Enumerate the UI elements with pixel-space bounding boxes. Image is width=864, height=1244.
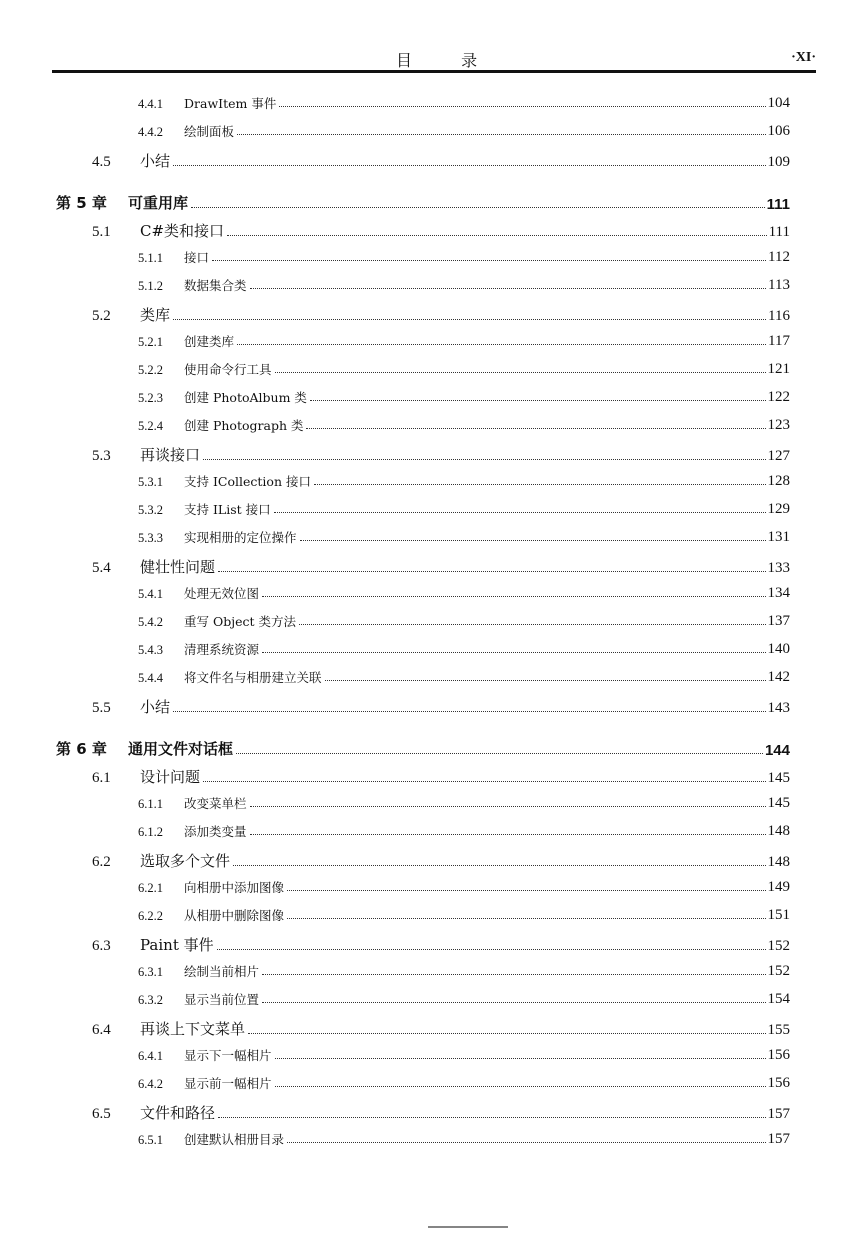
toc-entry-page: 134 — [767, 585, 790, 601]
toc-entry-number: 5.4.4 — [138, 671, 163, 685]
toc-entry-page: 133 — [767, 560, 790, 576]
toc-entry-number: 5.1.1 — [138, 251, 163, 265]
toc-entry-title: 支持 ICollection 接口 — [184, 474, 311, 489]
toc-entry-title: 选取多个文件 — [140, 852, 231, 870]
toc-dot-leader — [250, 806, 766, 807]
toc-dot-leader — [248, 1033, 765, 1034]
toc-chapter-entry[interactable] — [56, 192, 790, 213]
toc-dot-leader — [237, 134, 765, 135]
toc-dot-leader — [191, 207, 765, 208]
toc-subsection-entry[interactable] — [138, 794, 790, 812]
toc-chapter-entry[interactable] — [56, 738, 790, 759]
toc-entry-title: Paint 事件 — [140, 936, 214, 954]
toc-subsection-entry[interactable] — [138, 822, 790, 840]
toc-dot-leader — [173, 165, 765, 166]
toc-dot-leader — [233, 865, 765, 866]
toc-entry-title: 再谈接口 — [140, 446, 201, 464]
header-rule — [52, 70, 816, 73]
toc-entry-number: 5.2.1 — [138, 335, 163, 349]
toc-entry-number: 6.4.2 — [138, 1077, 163, 1091]
toc-entry-number: 6.5.1 — [138, 1133, 163, 1147]
toc-subsection-entry[interactable] — [138, 388, 790, 406]
toc-entry-page: 155 — [767, 1022, 790, 1038]
toc-section-entry[interactable] — [92, 1018, 790, 1039]
toc-entry-number: 5.4.3 — [138, 643, 163, 657]
toc-entry-title: 从相册中删除图像 — [184, 908, 285, 923]
toc-entry-number: 6.1.2 — [138, 825, 163, 839]
toc-dot-leader — [250, 288, 767, 289]
toc-entry-number: 6.2.1 — [138, 881, 163, 895]
toc-subsection-entry[interactable] — [138, 584, 790, 602]
toc-entry-number: 6.3 — [92, 938, 111, 954]
toc-entry-number: 5.4.2 — [138, 615, 163, 629]
toc-dot-leader — [237, 344, 766, 345]
toc-entry-title: 使用命令行工具 — [184, 362, 272, 377]
toc-entry-number: 5.3.1 — [138, 475, 163, 489]
toc-dot-leader — [173, 711, 765, 712]
toc-entry-number: 5.3 — [92, 448, 111, 464]
toc-entry-page: 156 — [767, 1075, 790, 1091]
toc-subsection-entry[interactable] — [138, 1074, 790, 1092]
toc-dot-leader — [262, 1002, 765, 1003]
toc-entry-page: 154 — [767, 991, 790, 1007]
toc-entry-page: 116 — [768, 308, 790, 324]
toc-entry-page: 111 — [766, 196, 790, 213]
toc-entry-number: 6.3.1 — [138, 965, 163, 979]
toc-dot-leader — [274, 512, 766, 513]
toc-entry-title: 显示当前位置 — [184, 992, 260, 1007]
toc-entry-number: 4.5 — [92, 154, 111, 170]
toc-entry-title: 清理系统资源 — [184, 642, 260, 657]
toc-section-entry[interactable] — [92, 150, 790, 171]
toc-entry-number: 6.1.1 — [138, 797, 163, 811]
toc-entry-page: 111 — [768, 224, 790, 240]
toc-entry-title: 重写 Object 类方法 — [184, 614, 296, 629]
toc-entry-title: 显示下一幅相片 — [184, 1048, 272, 1063]
toc-entry-page: 157 — [767, 1131, 790, 1147]
toc-subsection-entry[interactable] — [138, 500, 790, 518]
toc-entry-title: 创建默认相册目录 — [184, 1132, 285, 1147]
toc-subsection-entry[interactable] — [138, 906, 790, 924]
toc-subsection-entry[interactable] — [138, 668, 790, 686]
toc-entry-number: 5.5 — [92, 700, 111, 716]
toc-section-entry[interactable] — [92, 766, 790, 787]
toc-entry-page: 127 — [767, 448, 790, 464]
toc-entry-number: 6.3.2 — [138, 993, 163, 1007]
toc-entry-title: 支持 IList 接口 — [184, 502, 271, 517]
toc-entry-page: 148 — [767, 854, 790, 870]
toc-entry-title: 向相册中添加图像 — [184, 880, 285, 895]
toc-subsection-entry[interactable] — [138, 528, 790, 546]
toc-entry-title: 设计问题 — [140, 768, 201, 786]
toc-subsection-entry[interactable] — [138, 472, 790, 490]
toc-dot-leader — [300, 540, 766, 541]
toc-entry-number: 4.4.2 — [138, 125, 163, 139]
toc-entry-number: 6.5 — [92, 1106, 111, 1122]
toc-entry-title: 类库 — [140, 306, 171, 324]
toc-dot-leader — [236, 753, 763, 754]
toc-section-entry[interactable] — [92, 444, 790, 465]
toc-subsection-entry[interactable] — [138, 612, 790, 630]
toc-dot-leader — [275, 1058, 766, 1059]
toc-entry-title: 创建 Photograph 类 — [184, 418, 304, 433]
toc-dot-leader — [262, 652, 765, 653]
header-title: 目 录 — [396, 51, 500, 70]
toc-section-entry[interactable] — [92, 696, 790, 717]
toc-entry-number: 6.2 — [92, 854, 111, 870]
toc-entry-title: 接口 — [184, 250, 210, 265]
toc-entry-page: 137 — [767, 613, 790, 629]
toc-entry-page: 145 — [767, 795, 790, 811]
header-page-number: ·XI· — [791, 50, 816, 65]
toc-entry-page: 122 — [767, 389, 790, 405]
toc-entry-page: 143 — [767, 700, 790, 716]
toc-entry-title: 添加类变量 — [184, 824, 247, 839]
toc-entry-title: 显示前一幅相片 — [184, 1076, 272, 1091]
toc-dot-leader — [262, 596, 765, 597]
toc-dot-leader — [299, 624, 766, 625]
toc-entry-title: 文件和路径 — [140, 1104, 216, 1122]
toc-entry-number: 5.4 — [92, 560, 111, 576]
toc-entry-title: 数据集合类 — [184, 278, 247, 293]
toc-dot-leader — [203, 781, 765, 782]
toc-dot-leader — [218, 1117, 765, 1118]
toc-entry-number: 5.3.2 — [138, 503, 163, 517]
toc-dot-leader — [306, 428, 765, 429]
toc-entry-number: 5.1 — [92, 224, 111, 240]
toc-dot-leader — [218, 571, 765, 572]
toc-dot-leader — [212, 260, 766, 261]
toc-subsection-entry[interactable] — [138, 1046, 790, 1064]
toc-entry-page: 151 — [767, 907, 790, 923]
toc-entry-page: 157 — [767, 1106, 790, 1122]
toc-entry-title: 绘制面板 — [184, 124, 235, 139]
toc-entry-page: 144 — [764, 742, 790, 759]
toc-entry-page: 109 — [767, 154, 790, 170]
toc-section-entry[interactable] — [92, 1102, 790, 1123]
toc-subsection-entry[interactable] — [138, 276, 790, 294]
toc-entry-page: 140 — [767, 641, 790, 657]
toc-dot-leader — [310, 400, 766, 401]
toc-entry-number: 5.2.3 — [138, 391, 163, 405]
toc-dot-leader — [250, 834, 766, 835]
toc-section-entry[interactable] — [92, 850, 790, 871]
toc-entry-title: 创建 PhotoAlbum 类 — [184, 390, 307, 405]
toc-dot-leader — [227, 235, 767, 236]
toc-dot-leader — [173, 319, 766, 320]
toc-entry-page: 104 — [767, 95, 790, 111]
toc-entry-page: 113 — [768, 277, 790, 293]
toc-entry-page: 149 — [767, 879, 790, 895]
toc-entry-page: 148 — [767, 823, 790, 839]
toc-entry-title: DrawItem 事件 — [184, 96, 277, 111]
toc-entry-title: 小结 — [140, 698, 171, 716]
toc-entry-number: 第 5 章 — [56, 194, 107, 212]
toc-subsection-entry[interactable] — [138, 640, 790, 658]
toc-entry-number: 6.4 — [92, 1022, 111, 1038]
toc-entry-title: 创建类库 — [184, 334, 235, 349]
toc-dot-leader — [287, 918, 765, 919]
toc-subsection-entry[interactable] — [138, 248, 790, 266]
toc-subsection-entry[interactable] — [138, 962, 790, 980]
toc-entry-page: 129 — [767, 501, 790, 517]
toc-subsection-entry[interactable] — [138, 1130, 790, 1148]
toc-subsection-entry[interactable] — [138, 416, 790, 434]
toc-subsection-entry[interactable] — [138, 94, 790, 112]
toc-dot-leader — [314, 484, 766, 485]
toc-entry-number: 6.4.1 — [138, 1049, 163, 1063]
toc-entry-number: 5.3.3 — [138, 531, 163, 545]
toc-dot-leader — [217, 949, 766, 950]
toc-entry-number: 5.1.2 — [138, 279, 163, 293]
toc-entry-page: 123 — [767, 417, 790, 433]
toc-entry-title: 处理无效位图 — [184, 586, 260, 601]
toc-section-entry[interactable] — [92, 220, 790, 241]
toc-entry-number: 5.2.4 — [138, 419, 163, 433]
page-header — [52, 44, 816, 74]
toc-entry-page: 156 — [767, 1047, 790, 1063]
toc-subsection-entry[interactable] — [138, 360, 790, 378]
toc-entry-title: 将文件名与相册建立关联 — [184, 670, 322, 685]
toc-entry-title: 健壮性问题 — [140, 558, 216, 576]
toc-entry-number: 5.2 — [92, 308, 111, 324]
toc-entry-title: 再谈上下文菜单 — [140, 1020, 246, 1038]
toc-dot-leader — [262, 974, 765, 975]
toc-section-entry[interactable] — [92, 304, 790, 325]
scan-artifact — [428, 1226, 508, 1228]
toc-entry-page: 121 — [767, 361, 790, 377]
toc-entry-number: 5.2.2 — [138, 363, 163, 377]
toc-entry-page: 128 — [767, 473, 790, 489]
toc-entry-page: 131 — [767, 529, 790, 545]
toc-subsection-entry[interactable] — [138, 332, 790, 350]
toc-entry-number: 6.2.2 — [138, 909, 163, 923]
toc-entry-number: 第 6 章 — [56, 740, 107, 758]
toc-entry-number: 5.4.1 — [138, 587, 163, 601]
toc-entry-page: 106 — [767, 123, 790, 139]
toc-entry-page: 112 — [768, 249, 790, 265]
toc-dot-leader — [287, 890, 765, 891]
toc-dot-leader — [203, 459, 765, 460]
toc-entry-title: 绘制当前相片 — [184, 964, 260, 979]
toc-entry-title: 改变菜单栏 — [184, 796, 247, 811]
toc-subsection-entry[interactable] — [138, 122, 790, 140]
toc-subsection-entry[interactable] — [138, 990, 790, 1008]
toc-entry-page: 145 — [767, 770, 790, 786]
toc-subsection-entry[interactable] — [138, 878, 790, 896]
toc-entry-page: 152 — [767, 963, 790, 979]
toc-section-entry[interactable] — [92, 934, 790, 955]
toc-entry-title: 可重用库 — [128, 194, 189, 212]
toc-dot-leader — [275, 1086, 766, 1087]
toc-dot-leader — [275, 372, 766, 373]
toc-entry-number: 6.1 — [92, 770, 111, 786]
toc-entry-page: 152 — [767, 938, 790, 954]
toc-entry-page: 142 — [767, 669, 790, 685]
toc-dot-leader — [287, 1142, 765, 1143]
toc-entry-title: 通用文件对话框 — [128, 740, 234, 758]
toc-entry-title: C#类和接口 — [140, 222, 225, 240]
toc-section-entry[interactable] — [92, 556, 790, 577]
toc-entry-page: 117 — [768, 333, 790, 349]
toc-entry-title: 小结 — [140, 152, 171, 170]
toc-dot-leader — [325, 680, 766, 681]
toc-entry-title: 实现相册的定位操作 — [184, 530, 297, 545]
toc-entry-number: 4.4.1 — [138, 97, 163, 111]
toc-dot-leader — [279, 106, 765, 107]
